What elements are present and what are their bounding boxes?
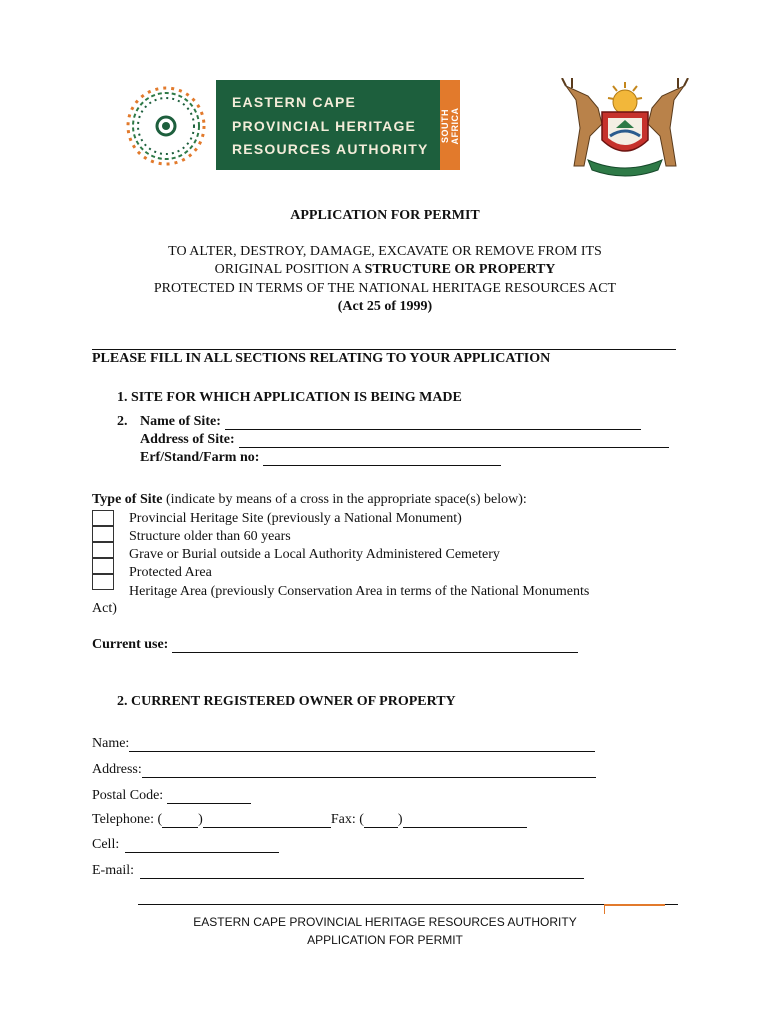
site-name-label: Name of Site: [140,414,221,429]
checkbox-heritage-area[interactable] [92,574,114,590]
email-field[interactable] [140,863,584,879]
telephone-label: Telephone: ( [92,812,163,827]
site-address-label: Address of Site: [140,432,235,447]
form-subtitle-line-1: TO ALTER, DESTROY, DAMAGE, EXCAVATE OR REMOVE FROM ITS [168,244,602,259]
site-name-row [117,414,641,430]
form-title: APPLICATION FOR PERMIT [290,208,480,223]
checkbox-protected-area[interactable] [92,558,114,574]
postal-code-field[interactable] [167,788,251,804]
telephone-close: ) [198,812,203,827]
option-provincial-heritage-site: Provincial Heritage Site (previously a National Monument) [129,511,462,526]
subtitle-bold-text: STRUCTURE OR PROPERTY [364,262,556,277]
logo-text-band [216,80,440,170]
logo-line-1: EASTERN CAPE [232,94,357,110]
owner-name-label: Name: [92,736,130,751]
coat-of-arms-icon [558,78,692,178]
postal-code-label: Postal Code: [92,788,164,803]
cell-label: Cell: [92,837,120,852]
postal-code-row [92,788,251,804]
checkbox-structure-older-60[interactable] [92,526,114,542]
logo-line-2: PROVINCIAL HERITAGE [232,118,417,134]
site-type-checkboxes [92,510,116,590]
erf-field[interactable] [263,450,501,466]
option-continuation: Act) [92,601,117,616]
option-grave-burial: Grave or Burial outside a Local Authority Administered Cemetery [129,547,500,562]
checkbox-provincial-heritage-site[interactable] [92,510,114,526]
option-protected-area: Protected Area [129,565,212,580]
instruction-heading: PLEASE FILL IN ALL SECTIONS RELATING TO YOUR APPLICATION [92,351,551,366]
section-2-heading: 2. CURRENT REGISTERED OWNER OF PROPERTY [117,694,456,709]
owner-address-row [92,762,596,778]
footer-line-2: APPLICATION FOR PERMIT [307,933,463,947]
owner-name-row [92,736,595,752]
form-subtitle-line-2 [0,262,770,278]
current-use-row [92,637,578,653]
cell-field[interactable] [125,837,279,853]
site-address-field[interactable] [239,432,669,448]
item-number: 2. [117,414,128,429]
footer-line-1: EASTERN CAPE PROVINCIAL HERITAGE RESOURCES AUTHORITY [193,915,577,929]
email-label: E-mail: [92,863,134,878]
footer-accent [604,904,665,914]
logo-country-strip [440,80,460,170]
subtitle-text: ORIGINAL POSITION A [214,262,365,277]
footer-divider [138,904,678,905]
divider [92,349,676,350]
owner-name-field[interactable] [129,736,595,752]
current-use-label: Current use: [92,637,169,652]
option-heritage-area: Heritage Area (previously Conservation Area in terms of the National Monuments [129,584,590,599]
ecphra-logo [122,80,460,170]
fax-close: ) [397,812,403,827]
telephone-area-code-field[interactable] [162,812,198,828]
logo-line-3: RESOURCES AUTHORITY [232,141,429,157]
heritage-wreath-icon [122,82,210,170]
form-subtitle-line-3: PROTECTED IN TERMS OF THE NATIONAL HERITAGE RESOURCES ACT [153,281,617,296]
erf-row [140,450,501,466]
option-structure-older-60: Structure older than 60 years [129,529,291,544]
site-name-field[interactable] [225,414,641,430]
email-row [92,863,584,879]
fax-label: Fax: ( [330,812,364,827]
current-use-field[interactable] [172,637,578,653]
type-of-site-label [92,492,527,508]
phone-fax-row [92,812,527,828]
logo-country-text: SOUTH AFRICA [440,107,460,145]
cell-row [92,837,279,853]
type-of-site-instruction: (indicate by means of a cross in the appropriate space(s) below): [162,492,527,507]
act-reference: (Act 25 of 1999) [337,299,433,314]
section-1-heading: 1. SITE FOR WHICH APPLICATION IS BEING MADE [117,390,462,405]
owner-address-label: Address: [92,762,142,777]
fax-area-code-field[interactable] [364,812,398,828]
fax-field[interactable] [403,812,527,828]
owner-address-field[interactable] [142,762,596,778]
type-of-site-bold: Type of Site [92,492,163,507]
telephone-field[interactable] [203,812,331,828]
erf-label: Erf/Stand/Farm no: [140,450,260,465]
site-address-row [140,432,669,448]
checkbox-grave-burial[interactable] [92,542,114,558]
